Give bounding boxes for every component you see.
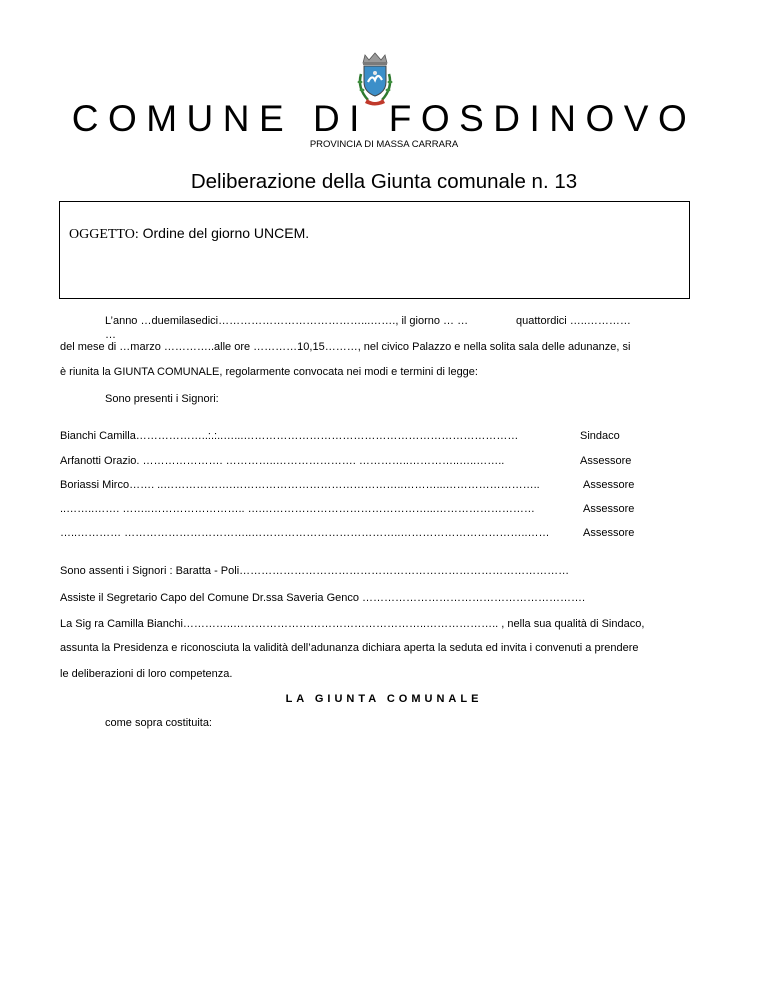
member-role: Assessore	[580, 455, 632, 467]
member-name: ..……..……. ……..…………………….. ….………………………………………...………………………	[60, 503, 535, 515]
continuation-dots: …	[105, 329, 116, 341]
oggetto-line	[69, 225, 309, 243]
costituita-line: come sopra costituita:	[105, 717, 212, 729]
member-role: Sindaco	[580, 430, 620, 442]
decisions-line: le deliberazioni di loro competenza.	[60, 668, 233, 680]
convocation-line: è riunita la GIUNTA COMUNALE, regolarmente convocata nei modi e termini di legge:	[60, 366, 478, 378]
day-value: quattordici …..…………	[516, 315, 631, 327]
validity-line: assunta la Presidenza e riconosciuta la validità dell’adunanza dichiara aperta la seduta ed invita i convenuti a prendere	[60, 642, 639, 654]
present-intro: Sono presenti i Signori:	[105, 393, 219, 405]
municipality-title: COMUNE DI FOSDINOVO	[71, 98, 697, 139]
giunta-heading: LA GIUNTA COMUNALE	[285, 693, 483, 705]
segretario-line: Assiste il Segretario Capo del Comune Dr.ssa Saveria Genco …………………………………………………….	[60, 592, 586, 604]
oggetto-label: OGGETTO:	[69, 227, 139, 242]
year-day-line: L’anno …duemilasedici…………………………………...……., il giorno … …	[105, 315, 469, 327]
absent-line: Sono assenti i Signori : Baratta - Poli………………………………………………………………………………	[60, 565, 570, 577]
member-name: Arfanotti Orazio. …………………. …………..…………………. …………..…………..…..……..	[60, 455, 505, 467]
deliberation-title: Deliberazione della Giunta comunale n. 13	[190, 170, 578, 193]
province-subtitle: PROVINCIA DI MASSA CARRARA	[309, 139, 459, 150]
member-name: Boriassi Mirco……. ..……………….………………………………………..………...……………………..	[60, 479, 540, 491]
oggetto-box	[59, 201, 690, 299]
member-role: Assessore	[583, 527, 635, 539]
member-role: Assessore	[583, 479, 635, 491]
oggetto-text: Ordine del giorno UNCEM.	[142, 225, 310, 241]
president-line: La Sig ra Camilla Bianchi…………..……………………………………………..……………….. , nella sua qualità di Sindaco,	[60, 618, 645, 630]
member-role: Assessore	[583, 503, 635, 515]
member-name: Bianchi Camilla………………..:.:..…...…………………………………………………………………	[60, 430, 519, 442]
month-time-line: del mese di …marzo …………..alle ore …………10,15………, nel civico Palazzo e nella solita sala delle adunanze, si	[60, 341, 631, 353]
member-name: …..………… ……………………………..…………………………………..……………………………..……	[60, 527, 550, 539]
